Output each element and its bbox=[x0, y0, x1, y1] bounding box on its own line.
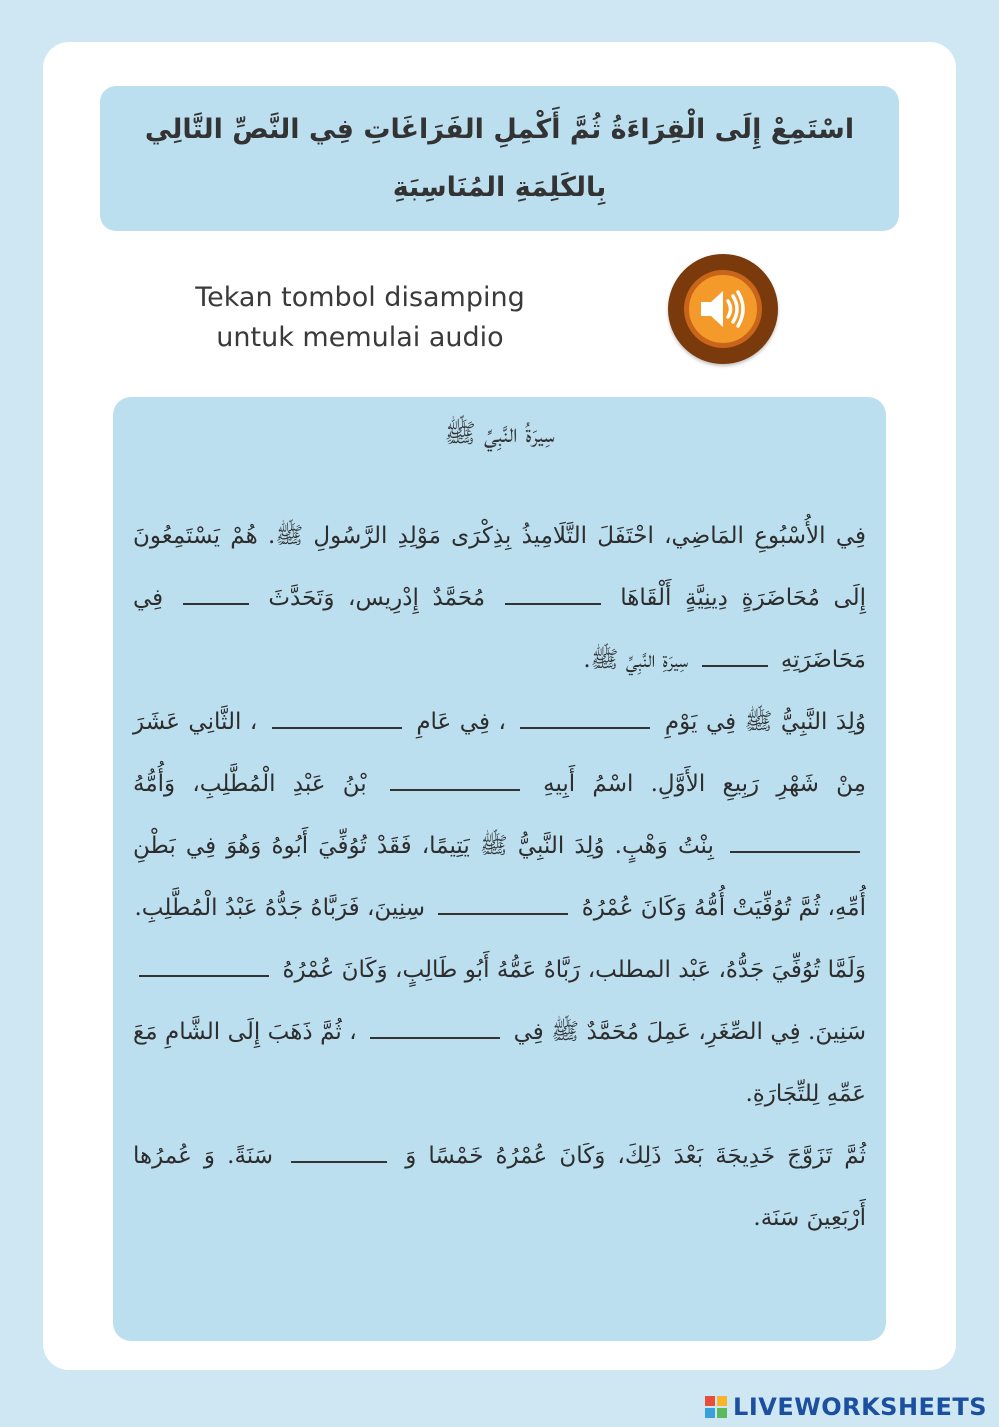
liveworksheets-watermark bbox=[705, 1393, 987, 1421]
blank-5[interactable] bbox=[272, 725, 402, 729]
audio-hint bbox=[150, 278, 570, 358]
p2-text-b: ، فِي عَامِ bbox=[416, 709, 506, 735]
p1-text-d: سِيرَةِ النَّبِيِّ ﷺ. bbox=[583, 647, 689, 673]
paragraph-2 bbox=[133, 691, 866, 939]
instruction-text: اسْتَمِعْ إِلَى الْقِرَاءَةُ ثُمَّ أَكْمِلِ الفَرَاغَاتِ فِي النَّصِّ التَّالِي بِالكَلِمَةِ المُنَاسِبَةِ bbox=[144, 113, 855, 203]
p1-text-a: فِي الأُسْبُوعِ المَاضِي، احْتَفَلَ التَّلَامِيذُ بِذِكْرَى مَوْلِدِ الرَّسُولِ ﷺ. هُمْ يَسْتَمِعُونَ إِلَى مُحَاضَرَةٍ دِينِيَّةٍ أَلْقَاهَا bbox=[133, 523, 867, 611]
p3-text-a: وَلَمَّا تُوُفِّيَ جَدُّهُ، عَبْد المطلب، رَبَّاهُ عَمُّهُ أَبُو طَالِبٍ، وَكَانَ عُمْرُهُ bbox=[282, 957, 866, 983]
blank-10[interactable] bbox=[370, 1035, 500, 1039]
blank-6[interactable] bbox=[390, 787, 520, 791]
blank-1[interactable] bbox=[505, 601, 601, 605]
story-panel bbox=[113, 397, 886, 1341]
play-audio-button[interactable] bbox=[668, 254, 778, 364]
p2-text-d: بْنُ عَبْدِ الْمُطَّلِبِ، وَأُمُّهُ bbox=[133, 771, 367, 797]
paragraph-4 bbox=[133, 1125, 866, 1249]
p2-text-c: ، الثَّانِي عَشَرَ مِنْ شَهْرِ رَبِيعِ الأَوَّلِ. اسْمُ أَبِيهِ bbox=[133, 709, 866, 797]
blank-4[interactable] bbox=[520, 725, 650, 729]
p2-text-e: بِنْتُ وَهْبٍ. وُلِدَ النَّبِيُّ ﷺ يَتِيمًا، فَقَدْ تُوُفِّيَ أَبُوهُ وَهُوَ فِي بَطْنِ أُمِّهِ، ثُمَّ تُوُفِّيَتْ أُمُّهُ وَكَانَ عُمْرُهُ bbox=[133, 833, 866, 921]
audio-hint-line-2: untuk memulai audio bbox=[216, 322, 504, 353]
paragraph-3 bbox=[133, 939, 866, 1125]
p1-text-c: فِي مَحَاضَرَتِهِ bbox=[133, 585, 866, 673]
audio-hint-line-1: Tekan tombol disamping bbox=[195, 282, 525, 313]
p2-text-f: سِنِينَ، فَرَبَّاهُ جَدُّهُ عَبْدُ الْمُطَّلِبِ. bbox=[134, 895, 426, 921]
blank-7[interactable] bbox=[730, 849, 860, 853]
blank-9[interactable] bbox=[139, 973, 269, 977]
watermark-text: LIVEWORKSHEETS bbox=[733, 1393, 987, 1421]
blank-3[interactable] bbox=[702, 663, 768, 667]
blank-8[interactable] bbox=[438, 911, 568, 915]
p4-text-b: سَنَةً. وَ عُمرُها أَرْبَعِينَ سَنَة. bbox=[133, 1143, 866, 1231]
liveworksheets-logo-icon bbox=[705, 1396, 727, 1418]
p2-text-a: وُلِدَ النَّبِيُّ ﷺ فِي يَوْمِ bbox=[664, 709, 867, 735]
p3-text-c: ، ثُمَّ ذَهَبَ إِلَى الشَّامِ مَعَ عَمِّهِ لِلتِّجَارَةِ. bbox=[133, 1019, 866, 1107]
instruction-banner bbox=[100, 86, 899, 231]
story-text bbox=[133, 505, 866, 1249]
paragraph-1 bbox=[133, 505, 866, 691]
story-title: سِيرَةُ النَّبِيِّ ﷺ bbox=[444, 419, 555, 449]
blank-11[interactable] bbox=[291, 1159, 387, 1163]
speaker-icon bbox=[697, 287, 749, 331]
blank-2[interactable] bbox=[183, 601, 249, 605]
audio-button-face[interactable] bbox=[684, 270, 762, 348]
p3-text-b: سَنِينَ. فِي الصِّغَرِ، عَمِلَ مُحَمَّدٌ ﷺ فِي bbox=[513, 1019, 867, 1045]
p1-text-b: مُحَمَّدٌ إِدْرِيس، وَتَحَدَّثَ bbox=[268, 585, 486, 611]
p4-text-a: ثُمَّ تَزَوَّجَ خَدِيجَةَ بَعْدَ ذَلِكَ، وَكَانَ عُمْرُهُ خَمْسًا وَ bbox=[405, 1143, 867, 1169]
